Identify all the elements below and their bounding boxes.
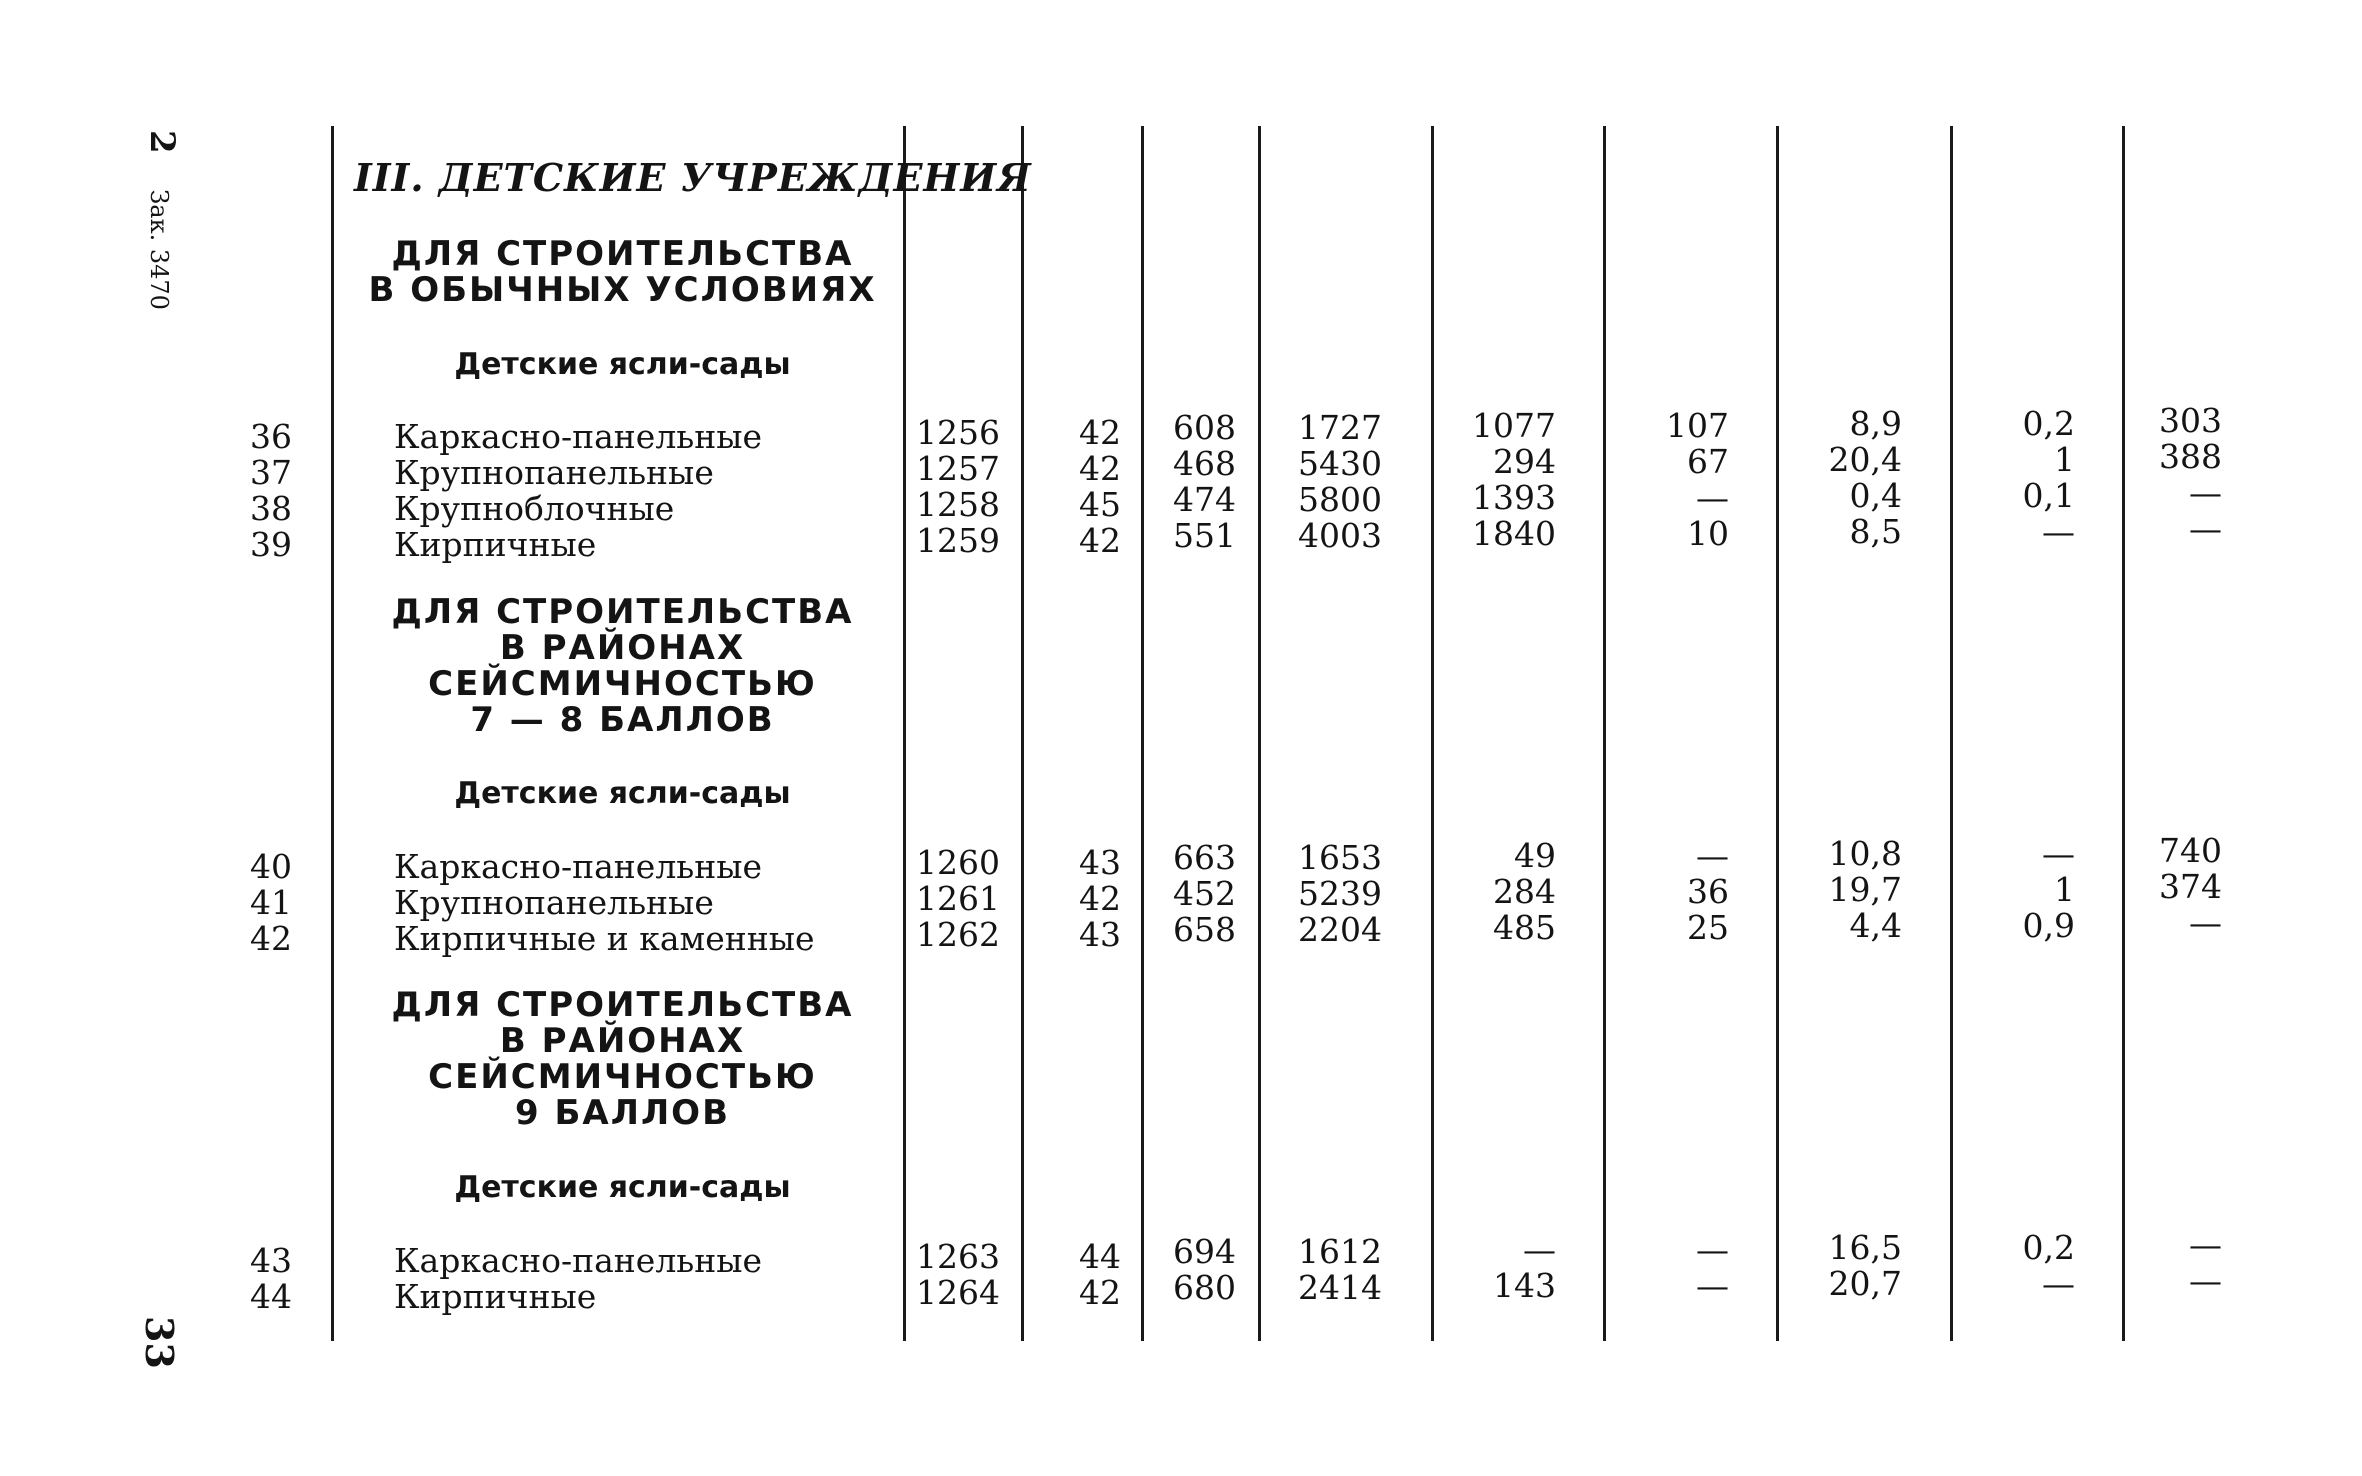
cell-value-8: 0,1 <box>2022 476 2075 515</box>
group-heading-line: 7 — 8 БАЛЛОВ <box>470 700 775 740</box>
cell-series-code: 1263 <box>916 1237 1000 1276</box>
group-heading-line: 9 БАЛЛОВ <box>514 1093 731 1133</box>
group-heading-line: ДЛЯ СТРОИТЕЛЬСТВА <box>391 234 854 274</box>
group-heading-line: СЕЙСМИЧНОСТЬЮ <box>428 664 817 704</box>
cell-value-7: 8,5 <box>1849 512 1902 551</box>
row-name: Крупнопанельные <box>394 453 714 492</box>
group-heading-line: В РАЙОНАХ <box>499 628 746 668</box>
table-rule <box>331 126 334 1341</box>
cell-cost: 1653 <box>1298 838 1382 877</box>
cell-cost: 2414 <box>1298 1268 1382 1307</box>
cell-floors: 44 <box>1079 1237 1121 1276</box>
cell-value-6: — <box>1696 836 1729 875</box>
row-name: Крупноблочные <box>394 489 675 528</box>
cell-series-code: 1264 <box>916 1273 1000 1312</box>
cell-value-7: 4,4 <box>1849 906 1902 945</box>
cell-series-code: 1259 <box>916 521 1000 560</box>
cell-value-5: 49 <box>1514 836 1556 875</box>
table-rule <box>2122 126 2125 1341</box>
cell-value-6: — <box>1696 1266 1729 1305</box>
cell-value-8: 0,2 <box>2022 1228 2075 1267</box>
cell-value-9: — <box>2189 509 2222 548</box>
row-number: 39 <box>250 525 292 564</box>
cell-value-6: 67 <box>1687 442 1729 481</box>
cell-value-6: 25 <box>1687 908 1729 947</box>
table-rule <box>1431 126 1434 1341</box>
row-name: Каркасно-панельные <box>394 847 763 886</box>
cell-value-5: 1840 <box>1472 514 1556 553</box>
cell-value-5: 485 <box>1493 908 1556 947</box>
cell-value-8: — <box>2042 1264 2075 1303</box>
group-heading <box>335 594 910 738</box>
cell-value-9: 740 <box>2159 831 2222 870</box>
cell-floors: 43 <box>1079 843 1121 882</box>
cell-value-6: 36 <box>1687 872 1729 911</box>
cell-floors: 42 <box>1079 1273 1121 1312</box>
group-heading <box>335 987 910 1131</box>
cell-value-6: 107 <box>1666 406 1729 445</box>
cell-value-7: 20,4 <box>1828 440 1902 479</box>
row-number: 36 <box>250 417 292 456</box>
cell-value-5: 1393 <box>1472 478 1556 517</box>
cell-series-code: 1256 <box>916 413 1000 452</box>
cell-value-9: — <box>2189 473 2222 512</box>
cell-series-code: 1261 <box>916 879 1000 918</box>
table-rule <box>1950 126 1953 1341</box>
cell-series-code: 1262 <box>916 915 1000 954</box>
cell-value-7: 10,8 <box>1828 834 1902 873</box>
cell-value-8: 0,2 <box>2022 404 2075 443</box>
table-rule <box>1776 126 1779 1341</box>
cell-cost: 1612 <box>1298 1232 1382 1271</box>
margin-mark: 2 <box>142 130 182 154</box>
cell-value-7: 0,4 <box>1849 476 1902 515</box>
margin-order-text: Зак. 3470 <box>145 189 173 310</box>
group-subheading: Детские ясли-сады <box>454 347 791 382</box>
table-rule <box>1141 126 1144 1341</box>
cell-value-7: 16,5 <box>1828 1228 1902 1267</box>
row-number: 38 <box>250 489 292 528</box>
cell-capacity: 468 <box>1173 444 1236 483</box>
page-number: 33 <box>137 1316 182 1369</box>
cell-series-code: 1260 <box>916 843 1000 882</box>
cell-value-7: 19,7 <box>1828 870 1902 909</box>
group-heading-line: ДЛЯ СТРОИТЕЛЬСТВА <box>391 985 854 1025</box>
row-number: 42 <box>250 919 292 958</box>
cell-value-6: — <box>1696 1230 1729 1269</box>
row-number: 37 <box>250 453 292 492</box>
cell-value-9: — <box>2189 1261 2222 1300</box>
cell-capacity: 474 <box>1173 480 1236 519</box>
cell-capacity: 658 <box>1173 910 1236 949</box>
group-heading-line: В ОБЫЧНЫХ УСЛОВИЯХ <box>368 270 877 310</box>
row-number: 41 <box>250 883 292 922</box>
cell-capacity: 551 <box>1173 516 1236 555</box>
group-subheading: Детские ясли-сады <box>454 1170 791 1205</box>
row-name: Кирпичные <box>394 1277 597 1316</box>
cell-value-9: 388 <box>2159 437 2222 476</box>
cell-value-5: 143 <box>1493 1266 1556 1305</box>
cell-value-9: — <box>2189 903 2222 942</box>
group-heading-line: В РАЙОНАХ <box>499 1021 746 1061</box>
cell-floors: 42 <box>1079 879 1121 918</box>
cell-capacity: 608 <box>1173 408 1236 447</box>
cell-value-5: 284 <box>1493 872 1556 911</box>
cell-series-code: 1257 <box>916 449 1000 488</box>
group-heading-line: СЕЙСМИЧНОСТЬЮ <box>428 1057 817 1097</box>
cell-capacity: 680 <box>1173 1268 1236 1307</box>
cell-value-9: 374 <box>2159 867 2222 906</box>
table-rule <box>1603 126 1606 1341</box>
cell-value-8: — <box>2042 512 2075 551</box>
row-name: Каркасно-панельные <box>394 417 763 456</box>
row-number: 44 <box>250 1277 292 1316</box>
cell-capacity: 663 <box>1173 838 1236 877</box>
cell-value-8: 1 <box>2054 870 2075 909</box>
margin-order-note <box>142 130 182 310</box>
section-title: III. ДЕТСКИЕ УЧРЕЖДЕНИЯ <box>354 155 1032 200</box>
table-rule <box>1258 126 1261 1341</box>
cell-floors: 45 <box>1079 485 1121 524</box>
cell-value-5: 294 <box>1493 442 1556 481</box>
cell-capacity: 452 <box>1173 874 1236 913</box>
group-heading-line: ДЛЯ СТРОИТЕЛЬСТВА <box>391 592 854 632</box>
table-rule <box>1021 126 1024 1341</box>
group-heading <box>335 236 910 308</box>
cell-floors: 43 <box>1079 915 1121 954</box>
row-number: 43 <box>250 1241 292 1280</box>
row-name: Кирпичные и каменные <box>394 919 815 958</box>
cell-series-code: 1258 <box>916 485 1000 524</box>
group-subheading: Детские ясли-сады <box>454 776 791 811</box>
cell-capacity: 694 <box>1173 1232 1236 1271</box>
cell-value-8: — <box>2042 834 2075 873</box>
cell-cost: 1727 <box>1298 408 1382 447</box>
cell-value-6: 10 <box>1687 514 1729 553</box>
cell-floors: 42 <box>1079 413 1121 452</box>
cell-value-5: — <box>1523 1230 1556 1269</box>
cell-cost: 2204 <box>1298 910 1382 949</box>
row-name: Каркасно-панельные <box>394 1241 763 1280</box>
cell-value-9: 303 <box>2159 401 2222 440</box>
row-number: 40 <box>250 847 292 886</box>
cell-cost: 5239 <box>1298 874 1382 913</box>
cell-value-8: 1 <box>2054 440 2075 479</box>
cell-floors: 42 <box>1079 449 1121 488</box>
row-name: Крупнопанельные <box>394 883 714 922</box>
cell-floors: 42 <box>1079 521 1121 560</box>
cell-value-8: 0,9 <box>2022 906 2075 945</box>
cell-cost: 4003 <box>1298 516 1382 555</box>
cell-cost: 5800 <box>1298 480 1382 519</box>
row-name: Кирпичные <box>394 525 597 564</box>
cell-cost: 5430 <box>1298 444 1382 483</box>
cell-value-5: 1077 <box>1472 406 1556 445</box>
cell-value-7: 8,9 <box>1849 404 1902 443</box>
cell-value-9: — <box>2189 1225 2222 1264</box>
cell-value-7: 20,7 <box>1828 1264 1902 1303</box>
cell-value-6: — <box>1696 478 1729 517</box>
